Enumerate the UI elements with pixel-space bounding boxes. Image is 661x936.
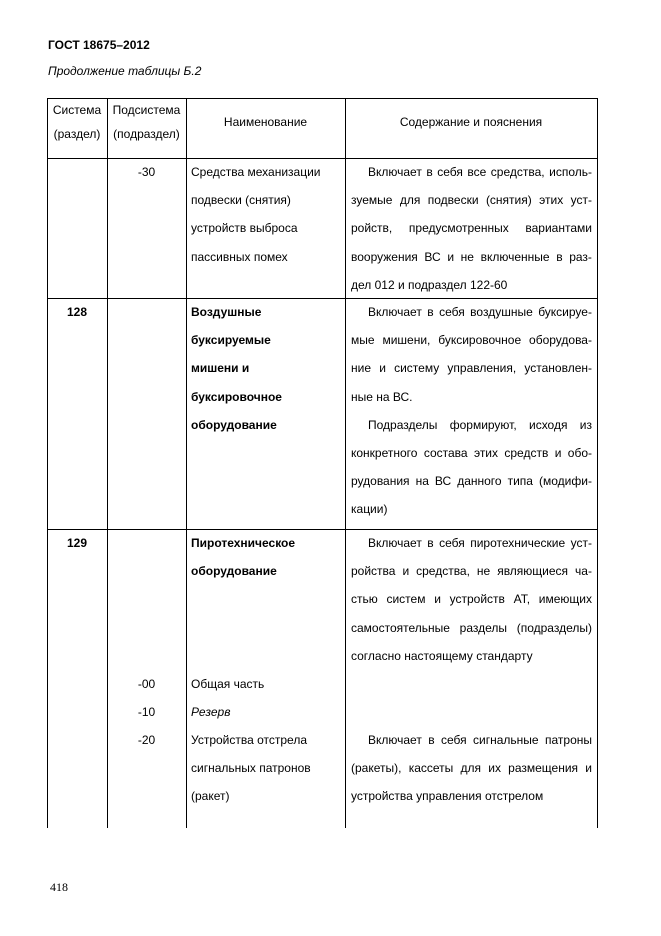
cell-content-line: устройства управления отстрелом	[351, 789, 544, 804]
cell-subsystem: -20	[137, 733, 156, 747]
cell-subsystem: -10	[137, 705, 156, 719]
header-content: Содержание и пояснения	[399, 115, 543, 129]
cell-content-line: мые мишени, буксировочное оборудова-	[351, 333, 592, 348]
cell-name-line: Средства механизации	[191, 165, 321, 179]
cell-content-line: ние и систему управления, установлен-	[351, 361, 592, 376]
cell-content-line: Подразделы формируют, исходя из	[368, 417, 592, 432]
cell-content-line: рудования на ВС данного типа (модифи-	[351, 474, 592, 489]
header-subsystem: Подсистема (подраздел)	[112, 103, 181, 141]
cell-content-line: Включает в себя все средства, исполь-	[368, 165, 592, 179]
cell-subsystem: -00	[137, 677, 156, 691]
cell-content-line: стью систем и устройств АТ, имеющих	[351, 592, 592, 607]
cell-name-line: Устройства отстрела	[191, 733, 308, 747]
cell-name-line: устройств выброса	[191, 221, 298, 236]
page-number: 418	[50, 880, 68, 894]
cell-name-line: пассивных помех	[191, 249, 288, 264]
cell-content-line: самостоятельные разделы (подразделы)	[351, 620, 592, 635]
cell-content-line: зуемые для подвески (снятия) этих уст-	[351, 193, 592, 208]
cell-content-line: согласно настоящему стандарту	[351, 648, 533, 663]
header-system: Система (раздел)	[52, 103, 102, 141]
cell-content-line: ройств, предусмотренных вариантами	[351, 221, 592, 236]
cell-name-line: подвески (снятия)	[191, 193, 291, 208]
cell-content-line: (ракеты), кассеты для их размещения и	[351, 761, 592, 776]
cell-name-line: сигнальных патронов	[191, 761, 311, 776]
cell-content-line: Включает в себя сигнальные патроны	[368, 733, 592, 747]
cell-content-line: Включает в себя воздушные буксируе-	[368, 305, 592, 319]
cell-name-line: буксируемые	[191, 333, 271, 348]
standard-title: ГОСТ 18675–2012	[48, 38, 150, 52]
cell-name-line: мишени и	[191, 361, 250, 376]
cell-name-line: оборудование	[191, 417, 277, 432]
cell-name-line: Общая часть	[191, 677, 265, 691]
cell-name-line: Пиротехническое	[191, 536, 296, 550]
cell-content-line: Включает в себя пиротехнические уст-	[368, 536, 592, 550]
cell-content-line: вооружения ВС и не включенные в раз-	[351, 249, 592, 264]
table-caption: Продолжение таблицы Б.2	[48, 64, 202, 78]
cell-system: 129	[66, 536, 88, 550]
cell-content-line: конкретного состава этих средств и обо-	[351, 446, 592, 460]
cell-content-line: кации)	[351, 502, 388, 517]
cell-name-line: Резерв	[191, 705, 231, 719]
cell-content-line: ройства и средства, не являющиеся ча-	[351, 564, 592, 579]
cell-content-line: ные на ВС.	[351, 389, 413, 404]
header-name: Наименование	[223, 115, 308, 129]
cell-name-line: (ракет)	[191, 789, 230, 804]
cell-system: 128	[66, 305, 88, 319]
cell-name-line: оборудование	[191, 564, 277, 579]
cell-name-line: Воздушные	[191, 305, 262, 319]
cell-name-line: буксировочное	[191, 389, 282, 404]
cell-subsystem: -30	[137, 165, 156, 179]
cell-content-line: дел 012 и подраздел 122-60	[351, 277, 508, 292]
